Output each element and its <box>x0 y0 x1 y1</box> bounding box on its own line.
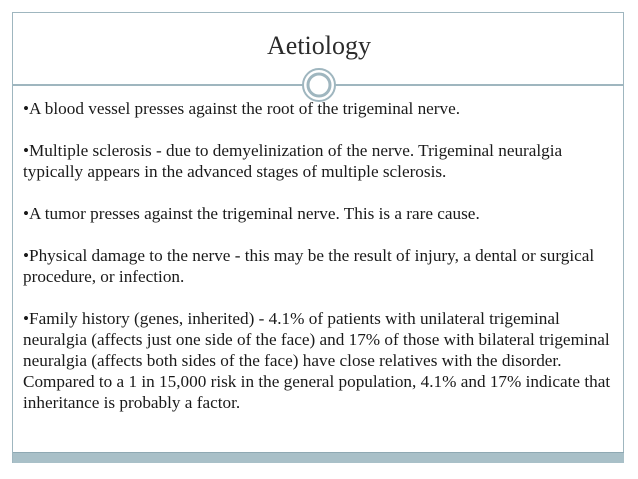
bullet-list <box>23 98 619 413</box>
bullet-item: •A blood vessel presses against the root of the trigeminal nerve. <box>23 99 461 118</box>
footer-bar <box>13 452 624 463</box>
bullet-item: •A tumor presses against the trigeminal nerve. This is a rare cause. <box>23 204 480 223</box>
slide-title: Aetiology <box>267 31 371 60</box>
bullet-item: •Multiple sclerosis - due to demyelinization of the nerve. Trigeminal neuralgia typically appears in the advanced stages of multiple sclerosis. <box>23 141 563 181</box>
bullet-item: •Physical damage to the nerve - this may be the result of injury, a dental or surgical procedure, or infection. <box>23 246 595 286</box>
bullet-item: •Family history (genes, inherited) - 4.1% of patients with unilateral trigeminal neuralgia (affects just one side of the face) and 17% of those with bilateral trigeminal neuralgia (affects both sides of the face) have close relatives with the disorder. Compared to a 1 in 15,000 risk in the general population, 4.1% and 17% indicate that inheritance is probably a factor. <box>23 309 611 412</box>
